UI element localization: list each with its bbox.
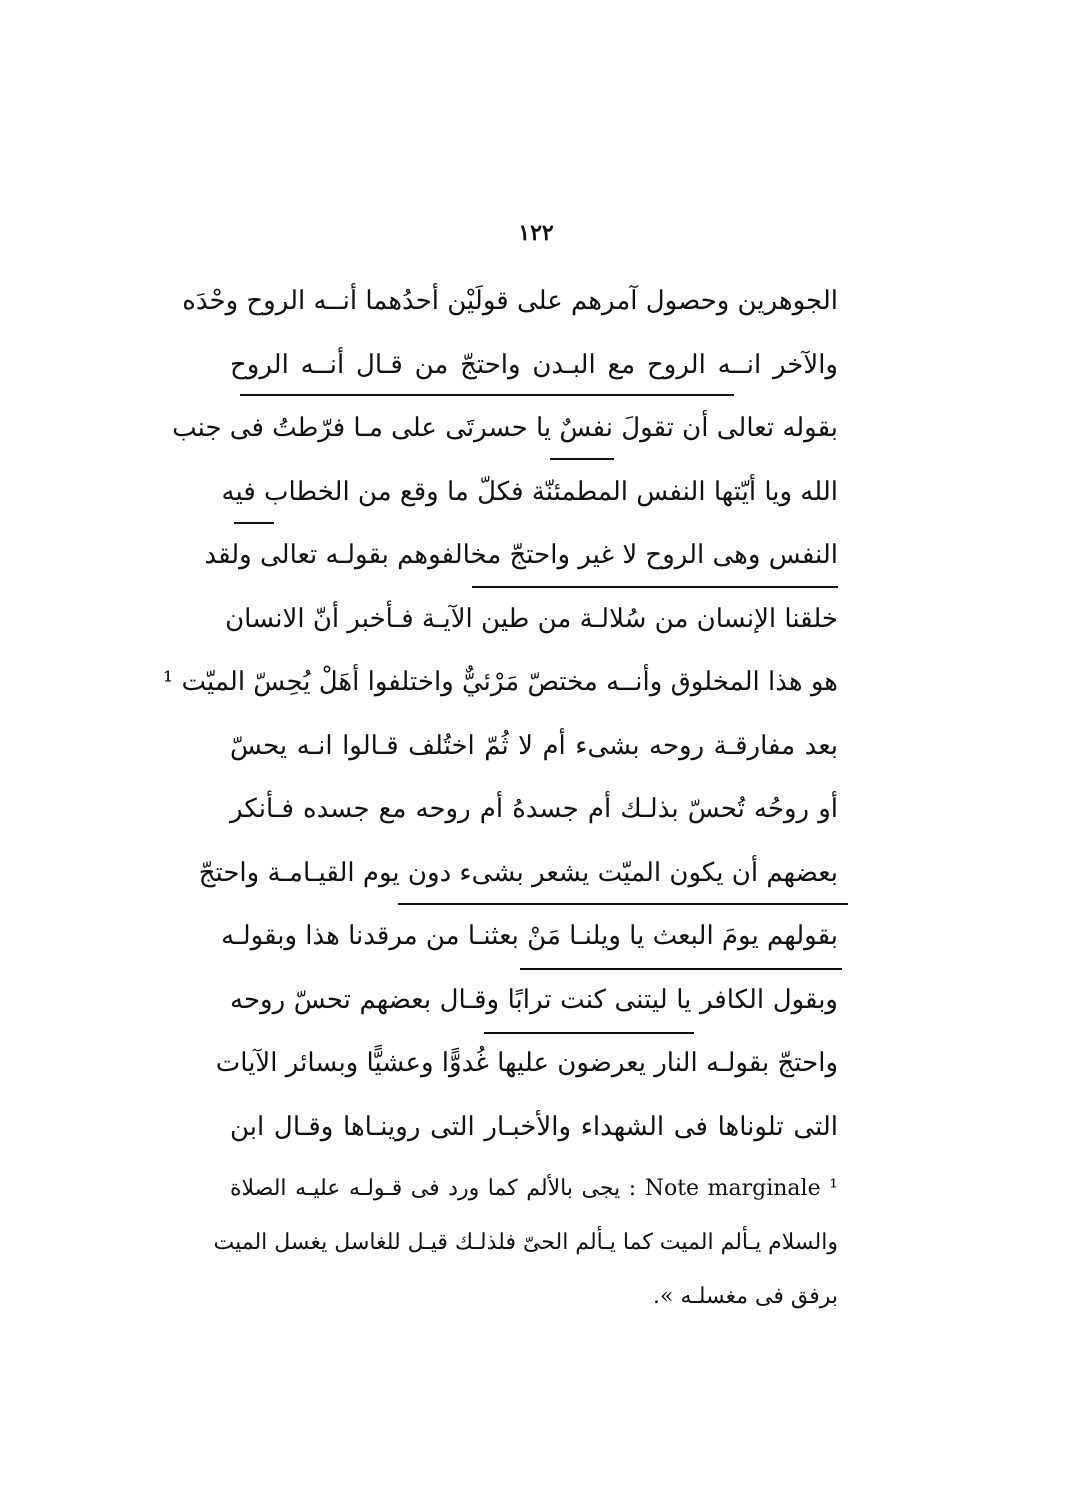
underline-mark [484,1032,694,1034]
underline-mark [550,458,614,460]
text-line: والآخر انــه الروح مع البـدن واحتجّ من قـال أنــه الروح [230,349,838,380]
text-line: الجوهرين وحصول آمرهم على قولَيْن أحدُهما أنــه الروح وحْدَه [182,286,838,316]
underline-mark [240,394,734,396]
page-number: ١٢٢ [518,220,554,246]
footnote-line: برفق فى مغسلـه ». [653,1284,838,1309]
text-line: واحتجّ بقولـه النار يعرضون عليها غُدوًّا وعشيًّا وبسائر الآيات [215,1048,838,1078]
text-line: خلقنا الإنسان من سُلالـة من طين الآيـة فـأخبر أنّ الانسان [225,603,838,634]
text-line: بعضهم أن يكون الميّت يشعر بشىء دون يوم القيـامـة واحتجّ [198,857,838,888]
text-line: وبقول الكافر يا ليتنى كنت ترابًا وقـال بعضهم تحسّ روحه [230,984,838,1015]
footnote-line: والسلام يـألم الميت كما يـألم الحىّ فلذلـك قيـل للغاسل يغسل الميت [213,1230,838,1255]
underline-mark [520,968,842,970]
footnote-line: ¹ Note marginale : يجى بالألم كما ورد فى قـولـه عليـه الصلاة [230,1176,838,1201]
text-line: بعد مفارقـة روحه بشىء أم لا ثُمّ اختُلف قـالوا انـه يحسّ [230,730,838,761]
text-line: بقوله تعالى أن تقولَ نفسٌ يا حسرتَى على مـا فرّطتُ فى جنب [172,413,838,443]
text-line: الله ويا أيّتها النفس المطمئنّة فكلّ ما وقع من الخطاب فيه [221,476,838,507]
text-line: التى تلوناها فى الشهداء والأخبـار التى روينـاها وقـال ابن [230,1111,838,1142]
text-line: أو روحُه تُحسّ بذلـك أم جسدهُ أم روحه مع جسده فـأنكر [230,794,838,824]
underline-mark [398,903,848,905]
underline-mark [234,522,274,524]
underline-mark [472,586,838,588]
footnote-block [213,1162,838,1324]
text-line: بقولهم يومَ البعث يا ويلنـا مَنْ بعثنـا من مرقدنا هذا وبقولـه [221,921,838,951]
text-line: النفس وهى الروح لا غير واحتجّ مخالفوهم بقولـه تعالى ولقد [204,540,838,570]
body-text [162,270,838,1159]
text-line: هو هذا المخلوق وأنــه مختصّ مَرْئيٌّ واختلفوا أهَلْ يُحِسّ الميّت ¹ [162,667,838,697]
